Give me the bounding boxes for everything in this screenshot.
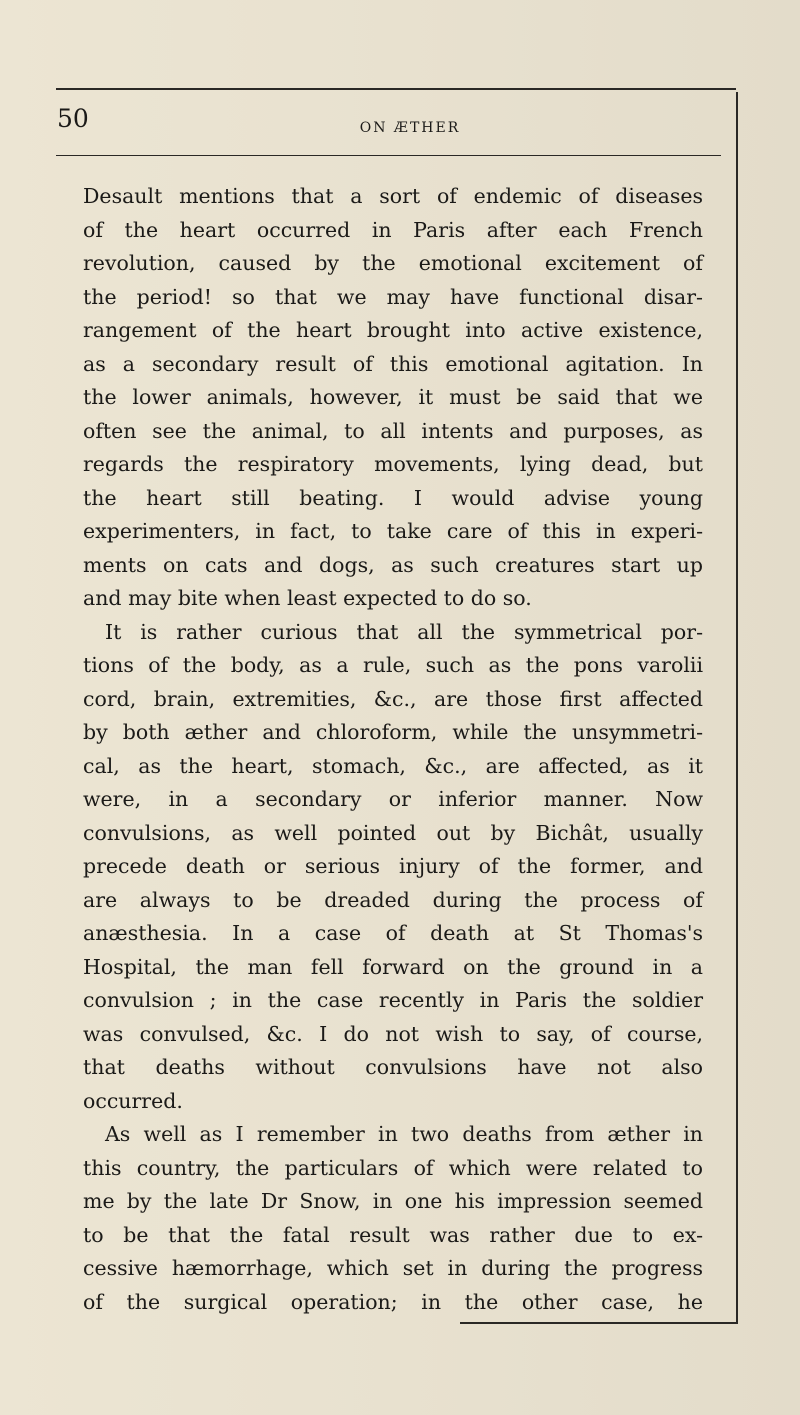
text-line: tions of the body, as a rule, such as the pons varolii (83, 653, 703, 677)
text-line: cord, brain, extremities, &c., are those first affected (83, 686, 703, 711)
text-line: that deaths without convulsions have not also (83, 1055, 703, 1079)
running-head: ON ÆTHER (359, 120, 461, 136)
text-line: the heart still beating. I would advise young (83, 485, 703, 510)
text-line: ments on cats and dogs, as such creatures start up (83, 552, 703, 577)
text-line: precede death or serious injury of the former, and (83, 854, 703, 878)
header-rule (56, 155, 721, 156)
text-line: as a secondary result of this emotional agitation. In (83, 351, 703, 376)
text-line: me by the late Dr Snow, in one his impression seemed (83, 1189, 703, 1213)
text-line: this country, the particulars of which were related to (83, 1155, 703, 1180)
paragraph-start-line: It is rather curious that all the symmetrical por- (105, 619, 703, 644)
right-rule (736, 92, 738, 1324)
text-line: Desault mentions that a sort of endemic of diseases (83, 184, 703, 208)
paragraph-start-line: As well as I remember in two deaths from æther in (105, 1122, 703, 1146)
page-number: 50 (57, 104, 89, 133)
text-line: the period! so that we may have functional disar- (83, 284, 703, 309)
body-text (83, 180, 703, 1319)
top-rule (56, 88, 736, 90)
text-line: revolution, caused by the emotional excitement of (83, 251, 703, 275)
text-line: often see the animal, to all intents and purposes, as (83, 418, 703, 443)
text-line: were, in a secondary or inferior manner. Now (83, 787, 703, 811)
text-line: cessive hæmorrhage, which set in during the progress (83, 1256, 703, 1280)
text-line: regards the respiratory movements, lying dead, but (83, 452, 703, 476)
bottom-rule (460, 1322, 736, 1324)
text-line: of the surgical operation; in the other case, he (83, 1289, 703, 1314)
text-line: of the heart occurred in Paris after each French (83, 217, 703, 242)
paragraph-end-line: and may bite when least expected to do so. (83, 586, 532, 610)
text-line: Hospital, the man fell forward on the ground in a (83, 954, 703, 979)
text-line: convulsion ; in the case recently in Paris the soldier (83, 988, 703, 1012)
text-line: to be that the fatal result was rather due to ex- (83, 1222, 703, 1247)
text-line: are always to be dreaded during the process of (83, 887, 703, 912)
text-line: convulsions, as well pointed out by Bichât, usually (83, 820, 703, 845)
text-line: rangement of the heart brought into active existence, (83, 318, 703, 342)
text-line: cal, as the heart, stomach, &c., are affected, as it (83, 753, 703, 778)
text-line: was convulsed, &c. I do not wish to say, of course, (83, 1021, 703, 1046)
text-line: the lower animals, however, it must be said that we (83, 385, 703, 409)
text-line: anæsthesia. In a case of death at St Thomas's (83, 921, 703, 945)
text-line: experimenters, in fact, to take care of this in experi- (83, 519, 703, 543)
paragraph-end-line: occurred. (83, 1088, 183, 1113)
text-line: by both æther and chloroform, while the unsymmetri- (83, 720, 703, 744)
